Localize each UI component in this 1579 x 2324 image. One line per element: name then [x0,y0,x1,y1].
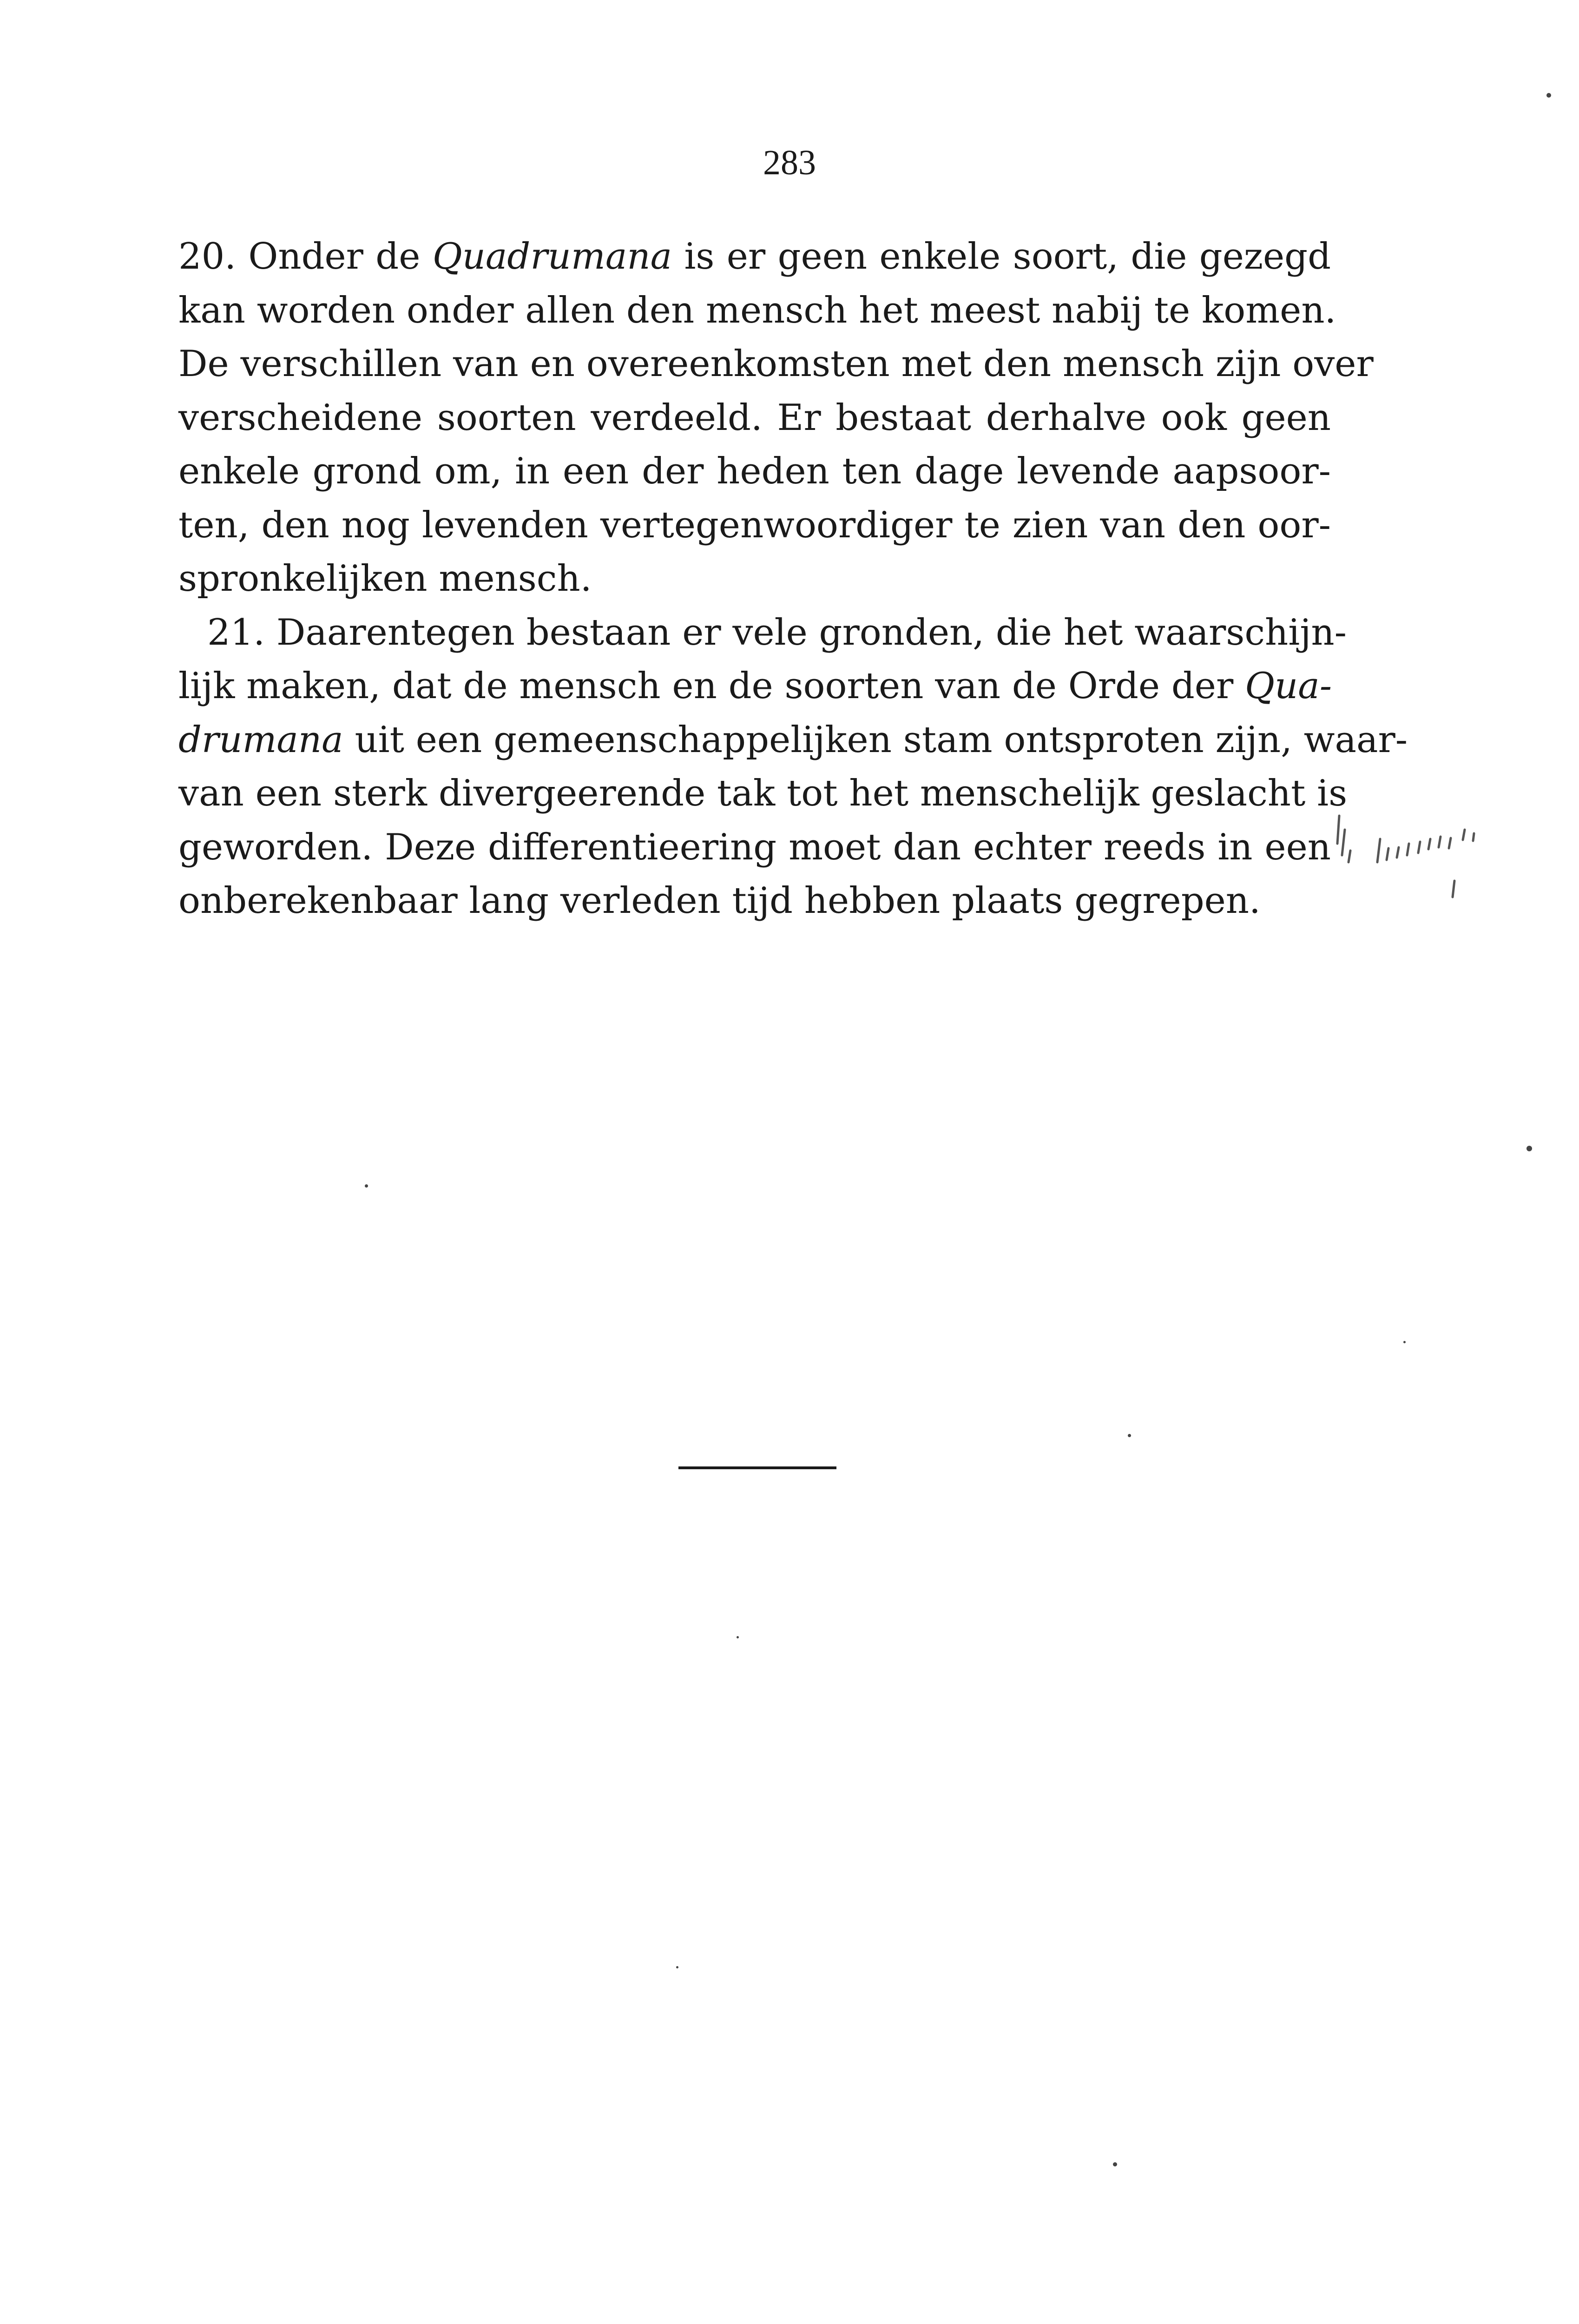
text-run: spronkelijken mensch. [178,558,592,600]
text-run: 20. Onder de [178,236,433,277]
scan-speck [365,1184,368,1188]
scan-speck [1526,1146,1532,1151]
text-run: van een sterk divergeerende tak tot het menschelijk geslacht is [178,772,1348,814]
handwritten-margin-mark [1329,811,1496,899]
text-run: De verschillen van en overeenkomsten met den mensch zijn over [178,343,1374,385]
text-run: geworden. Deze differentieering moet dan echter reeds in een [178,826,1331,868]
text-line [178,767,1348,821]
scan-speck [1546,93,1551,98]
scan-speck [1128,1434,1131,1437]
text-run: is er geen enkele soort, die gezegd [672,236,1331,277]
italic-term: Quadrumana [432,236,672,277]
text-line [178,660,1331,713]
text-line [178,874,1331,928]
scan-speck [676,1966,678,1968]
scan-speck [737,1636,739,1638]
text-line [178,230,1331,284]
text-line [178,337,1374,391]
section-rule [678,1466,836,1469]
text-run: onberekenbaar lang verleden tijd hebben plaats gegrepen. [178,880,1261,922]
text-line [178,499,1331,553]
text-run: uit een gemeenschappelijken stam ontsproten zijn, waar- [343,719,1408,761]
text-line [178,606,1347,660]
text-run: kan worden onder allen den mensch het meest nabij te komen. [178,289,1336,331]
text-run: verscheidene soorten verdeeld. Er bestaat derhalve ook geen [178,396,1331,439]
italic-term: drumana [178,719,343,761]
text-line [178,391,1331,445]
text-run: enkele grond om, in een der heden ten dage levende aapsoor- [178,450,1331,492]
text-run: lijk maken, dat de mensch en de soorten van de Orde der [178,665,1245,707]
text-line [178,821,1331,875]
scan-speck [1403,1341,1406,1343]
text-line [178,552,1331,606]
body-text [178,230,1408,928]
scan-speck [1113,2162,1117,2166]
text-run: 21. Daarentegen bestaan er vele gronden, die het waarschijn- [207,611,1347,654]
italic-term: Qua- [1245,665,1332,707]
text-line [178,713,1408,767]
page-number: 283 [763,143,816,182]
text-run: ten, den nog levenden vertegenwoordiger te zien van den oor- [178,504,1331,546]
text-line [178,445,1331,499]
text-line [178,284,1336,338]
